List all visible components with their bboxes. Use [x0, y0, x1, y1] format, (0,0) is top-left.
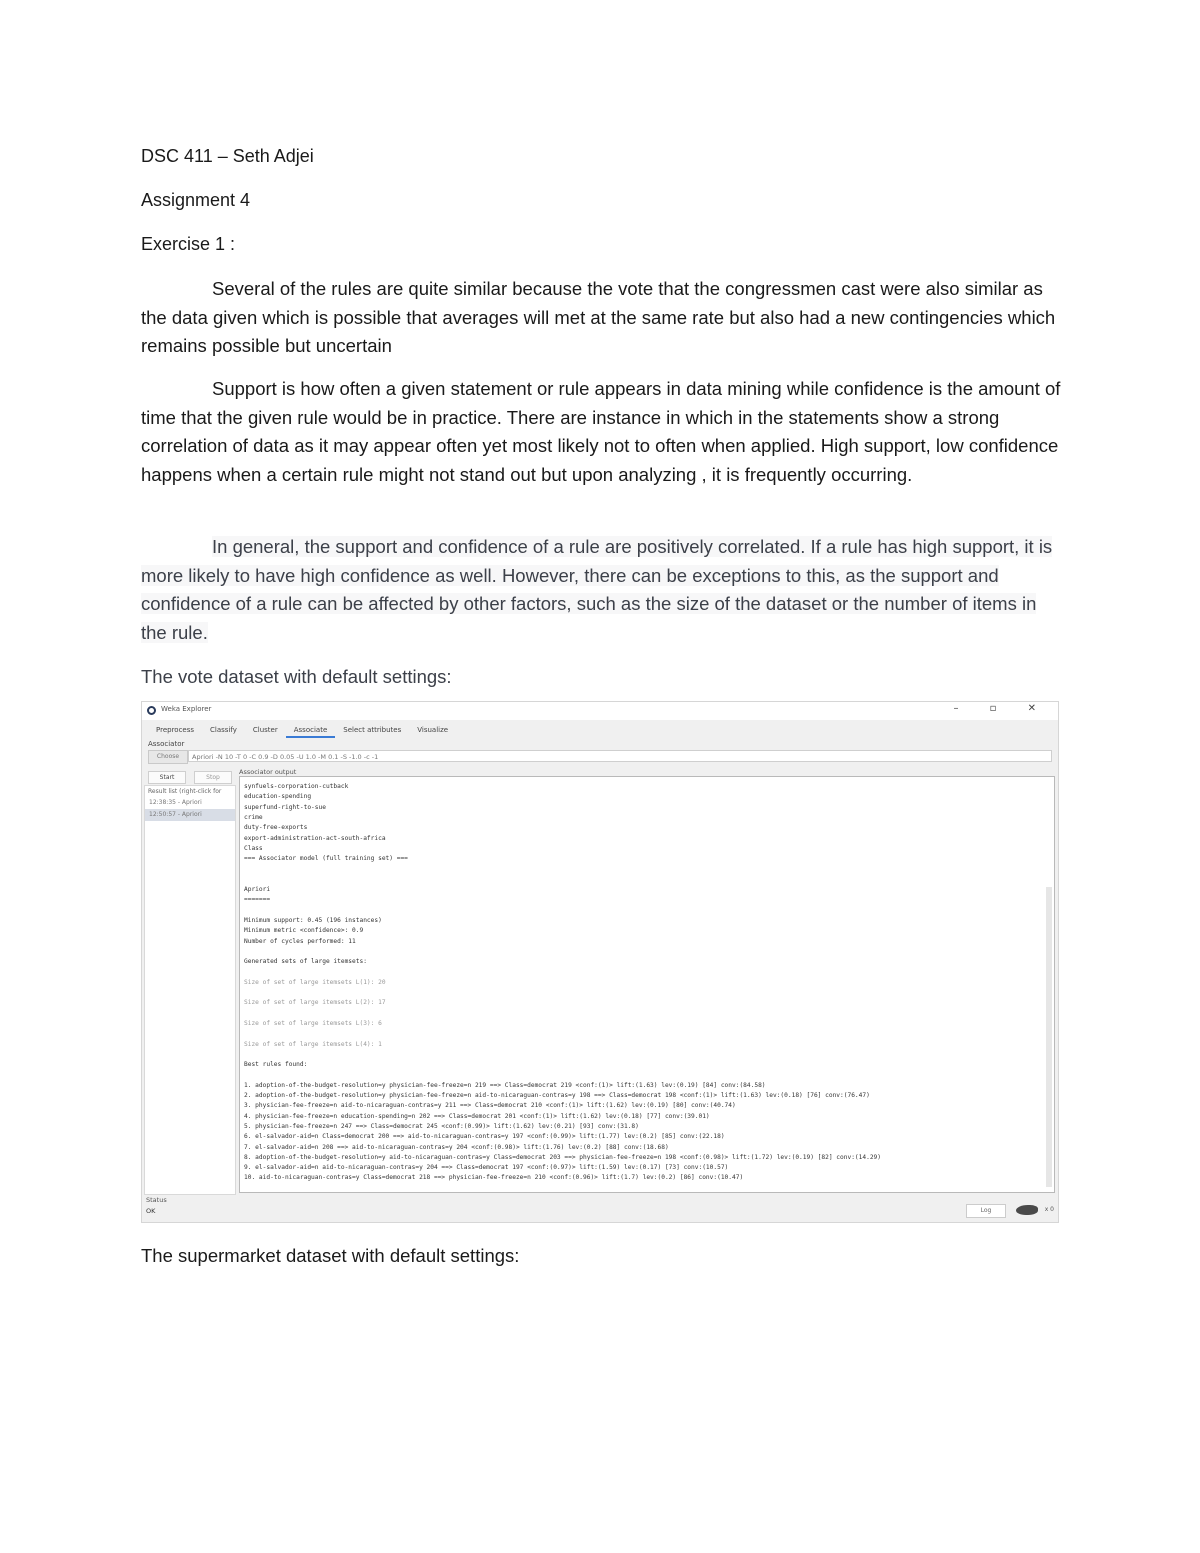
window-titlebar	[142, 702, 1058, 720]
tab-preprocess[interactable]: Preprocess	[156, 726, 195, 734]
output-line: 1. adoption-of-the-budget-resolution=y physician-fee-freeze=n 219 ==> Class=democrat 219 <conf:(1)> lift:(1.63) lev:(0.19) [84] conv:(84.58)	[244, 1081, 766, 1089]
output-line: Generated sets of large itemsets:	[244, 958, 367, 966]
output-line: =======	[244, 896, 271, 904]
output-line: 2. adoption-of-the-budget-resolution=y physician-fee-freeze=n aid-to-nicaraguan-contras=y 198 ==> Class=democrat 198 <conf:(1)> lift:(1.63) lev:(0.18) [76] conv:(76.47)	[244, 1092, 870, 1099]
output-line: education-spending	[244, 793, 312, 801]
output-line: 8. adoption-of-the-budget-resolution=y aid-to-nicaraguan-contras=y Class=democrat 203 ==> physician-fee-freeze=n 198 <conf:(0.98)> lift:(1.72) lev:(0.19) [82] conv:(14.29)	[244, 1153, 882, 1161]
window-controls[interactable]: – ▫ ✕	[953, 703, 1050, 714]
explorer-tabs	[148, 724, 456, 738]
output-line: 6. el-salvador-aid=n Class=democrat 200 ==> aid-to-nicaraguan-contras=y 197 <conf:(0.99)> lift:(1.77) lev:(0.2) [85] conv:(22.18)	[244, 1133, 725, 1141]
result-list-item[interactable]: 12:50:57 - Apriori	[145, 809, 235, 821]
output-line: Apriori	[244, 886, 271, 893]
output-line: Best rules found:	[244, 1061, 308, 1069]
paragraph-similar-rules: Several of the rules are quite similar because the vote that the congressmen cast were also similar as the data given which is possible that averages will met at the same rate but also had a new contingencies which remains possible but uncertain	[141, 278, 1056, 357]
output-line: Size of set of large itemsets L(4): 1	[244, 1040, 382, 1048]
output-line: superfund-right-to-sue	[244, 803, 326, 811]
weka-screenshot	[141, 701, 1059, 1223]
output-line: === Associator model (full training set) ===	[244, 855, 408, 863]
choose-button[interactable]: Choose	[148, 750, 188, 764]
start-button[interactable]: Start	[148, 771, 186, 784]
status-label: Status	[146, 1196, 167, 1204]
task-count: x 0	[1044, 1206, 1054, 1213]
output-line: 10. aid-to-nicaraguan-contras=y Class=democrat 218 ==> physician-fee-freeze=n 210 <conf:(0.96)> lift:(1.7) lev:(0.2) [86] conv:(10.47)	[244, 1174, 744, 1182]
status-text: OK	[146, 1207, 156, 1215]
result-list	[144, 785, 236, 1195]
output-line: Size of set of large itemsets L(3): 6	[244, 1019, 382, 1027]
log-button[interactable]: Log	[966, 1204, 1006, 1218]
associator-output-label: Associator output	[239, 768, 297, 776]
output-line: synfuels-corporation-cutback	[244, 783, 349, 790]
course-title: DSC 411 – Seth Adjei	[141, 146, 314, 166]
tab-visualize[interactable]: Visualize	[417, 726, 449, 734]
paragraph-correlation: In general, the support and confidence of a rule are positively correlated. If a rule has high support, it is more likely to have high confidence as well. However, there can be exceptions to this, as the support and confidence of a rule can be affected by other factors, such as the size of the dataset or the number of items in the rule.	[141, 536, 1053, 643]
associator-config-field[interactable]: Apriori -N 10 -T 0 -C 0.9 -D 0.05 -U 1.0 -M 0.1 -S -1.0 -c -1	[188, 750, 1052, 762]
output-line: Class	[244, 844, 263, 852]
output-line: duty-free-exports	[244, 824, 308, 832]
output-line: Number of cycles performed: 11	[244, 937, 356, 945]
output-line: export-administration-act-south-africa	[244, 834, 386, 842]
output-line: 4. physician-fee-freeze=n education-spending=n 202 ==> Class=democrat 201 <conf:(1)> lift:(1.62) lev:(0.18) [77] conv:(39.01)	[244, 1112, 710, 1120]
output-line: 3. physician-fee-freeze=n aid-to-nicaraguan-contras=y 211 ==> Class=democrat 210 <conf:(1)> lift:(1.62) lev:(0.19) [80] conv:(40.74)	[244, 1102, 736, 1110]
result-list-item[interactable]: 12:38:35 - Apriori	[149, 799, 202, 806]
tab-cluster[interactable]: Cluster	[252, 726, 278, 734]
caption-vote-dataset: The vote dataset with default settings:	[141, 666, 452, 687]
output-line: 9. el-salvador-aid=n aid-to-nicaraguan-contras=y 204 ==> Class=democrat 197 <conf:(0.97)> lift:(1.59) lev:(0.17) [73] conv:(10.57)	[244, 1164, 729, 1172]
associator-label: Associator	[148, 740, 185, 748]
tab-select-attributes[interactable]: Select attributes	[343, 726, 402, 734]
tab-classify[interactable]: Classify	[210, 726, 237, 734]
stop-button[interactable]: Stop	[194, 771, 232, 784]
window-title: Weka Explorer	[161, 705, 212, 713]
exercise-heading: Exercise 1 :	[141, 234, 236, 254]
weka-bird-icon	[1016, 1205, 1038, 1215]
weka-app-icon	[147, 706, 156, 715]
output-line: Minimum metric <confidence>: 0.9	[244, 927, 364, 935]
output-scrollbar[interactable]	[1046, 887, 1052, 1187]
tab-associate[interactable]: Associate	[286, 724, 336, 738]
output-line: crime	[244, 813, 263, 821]
assignment-heading: Assignment 4	[141, 190, 251, 210]
output-line: 5. physician-fee-freeze=n 247 ==> Class=democrat 245 <conf:(0.99)> lift:(1.62) lev:(0.21) [93] conv:(31.8)	[244, 1122, 639, 1130]
caption-supermarket-dataset: The supermarket dataset with default settings:	[141, 1245, 520, 1266]
output-line: Size of set of large itemsets L(1): 20	[244, 978, 386, 986]
result-list-label: Result list (right-click for	[148, 788, 222, 795]
paragraph-support-confidence: Support is how often a given statement or rule appears in data mining while confidence is the amount of time that the given rule would be in practice. There are instance in which in the statements show a strong correlation of data as it may appear often yet most likely not to often when applied. High support, low confidence happens when a certain rule might not stand out but upon analyzing , it is frequently occurring.	[141, 378, 1061, 485]
output-line: 7. el-salvador-aid=n 208 ==> aid-to-nicaraguan-contras=y 204 <conf:(0.98)> lift:(1.76) lev:(0.2) [88] conv:(18.68)	[244, 1143, 669, 1151]
associator-output-panel[interactable]	[239, 776, 1055, 1193]
output-line: Size of set of large itemsets L(2): 17	[244, 999, 386, 1007]
output-line: Minimum support: 0.45 (196 instances)	[244, 916, 382, 924]
